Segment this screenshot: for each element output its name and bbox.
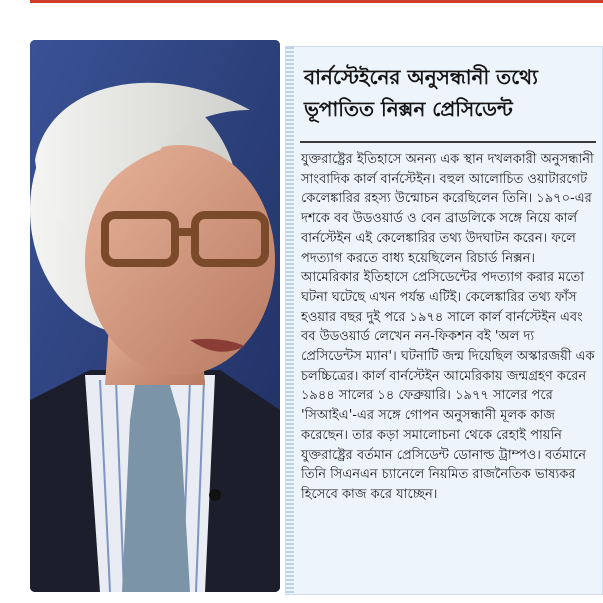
article-body: যুক্তরাষ্ট্রের ইতিহাসে অনন্য এক স্থান দখলকারী অনুসন্ধানী সাংবাদিক কার্ল বার্নস্টেইন। বহুল আলোচিত ওয়াটারগেট কেলেঙ্কারির রহস্য উন্মোচন করেছিলেন তিনি। ১৯৭০-এর দশকে বব উডওয়ার্ড ও বেন ব্রাডলিকে সঙ্গে নিয়ে কার্ল বার্নস্টেইন এই কেলেঙ্কারির তথ্য উদঘাটন করেন। ফলে পদত্যাগ করতে বাধ্য হয়েছিলেন রিচার্ড নিক্সন। আমেরিকার ইতিহাসে প্রেসিডেন্টের পদত্যাগ করার মতো ঘটনা ঘটেছে এখন পর্যন্ত এটিই। কেলেঙ্কারির তথ্য ফাঁস হওয়ার বছর দুই পরে ১৯৭৪ সালে কার্ল বার্নস্টেইন এবং বব উডওয়ার্ড লেখেন নন-ফিকশন বই 'অল দ্য প্রেসিডেন্টস ম্যান'। ঘটনাটি জন্ম দিয়েছিল অস্কারজয়ী এক চলচ্চিত্রের। কার্ল বার্নস্টেইন আমেরিকায় জন্মগ্রহণ করেন ১৯৪৪ সালের ১৪ ফেব্রুয়ারি। ১৯৭৭ সালের পরে 'সিআইএ'-এর সঙ্গে গোপন অনুসন্ধানী মূলক কাজ করেছেন। তার কড়া সমালোচনা থেকে রেহাই পায়নি যুক্তরাষ্ট্রের বর্তমান প্রেসিডেন্ট ডোনাল্ড ট্রাম্পও। বর্তমানে তিনি সিএনএন চ্যানেলে নিয়মিত রাজনৈতিক ভাষ্যকর হিসেবে কাজ করে যাচ্ছেন। bbox=[301, 152, 595, 502]
portrait-illustration bbox=[30, 40, 280, 592]
article-headline: বার্নস্টেইনের অনুসন্ধানী তথ্যে ভূপাতিত নিক্সন প্রেসিডেন্ট bbox=[304, 65, 538, 121]
headline-divider bbox=[300, 141, 596, 143]
top-red-rule bbox=[30, 0, 603, 3]
portrait-photo bbox=[30, 40, 280, 592]
article-panel bbox=[285, 46, 603, 595]
